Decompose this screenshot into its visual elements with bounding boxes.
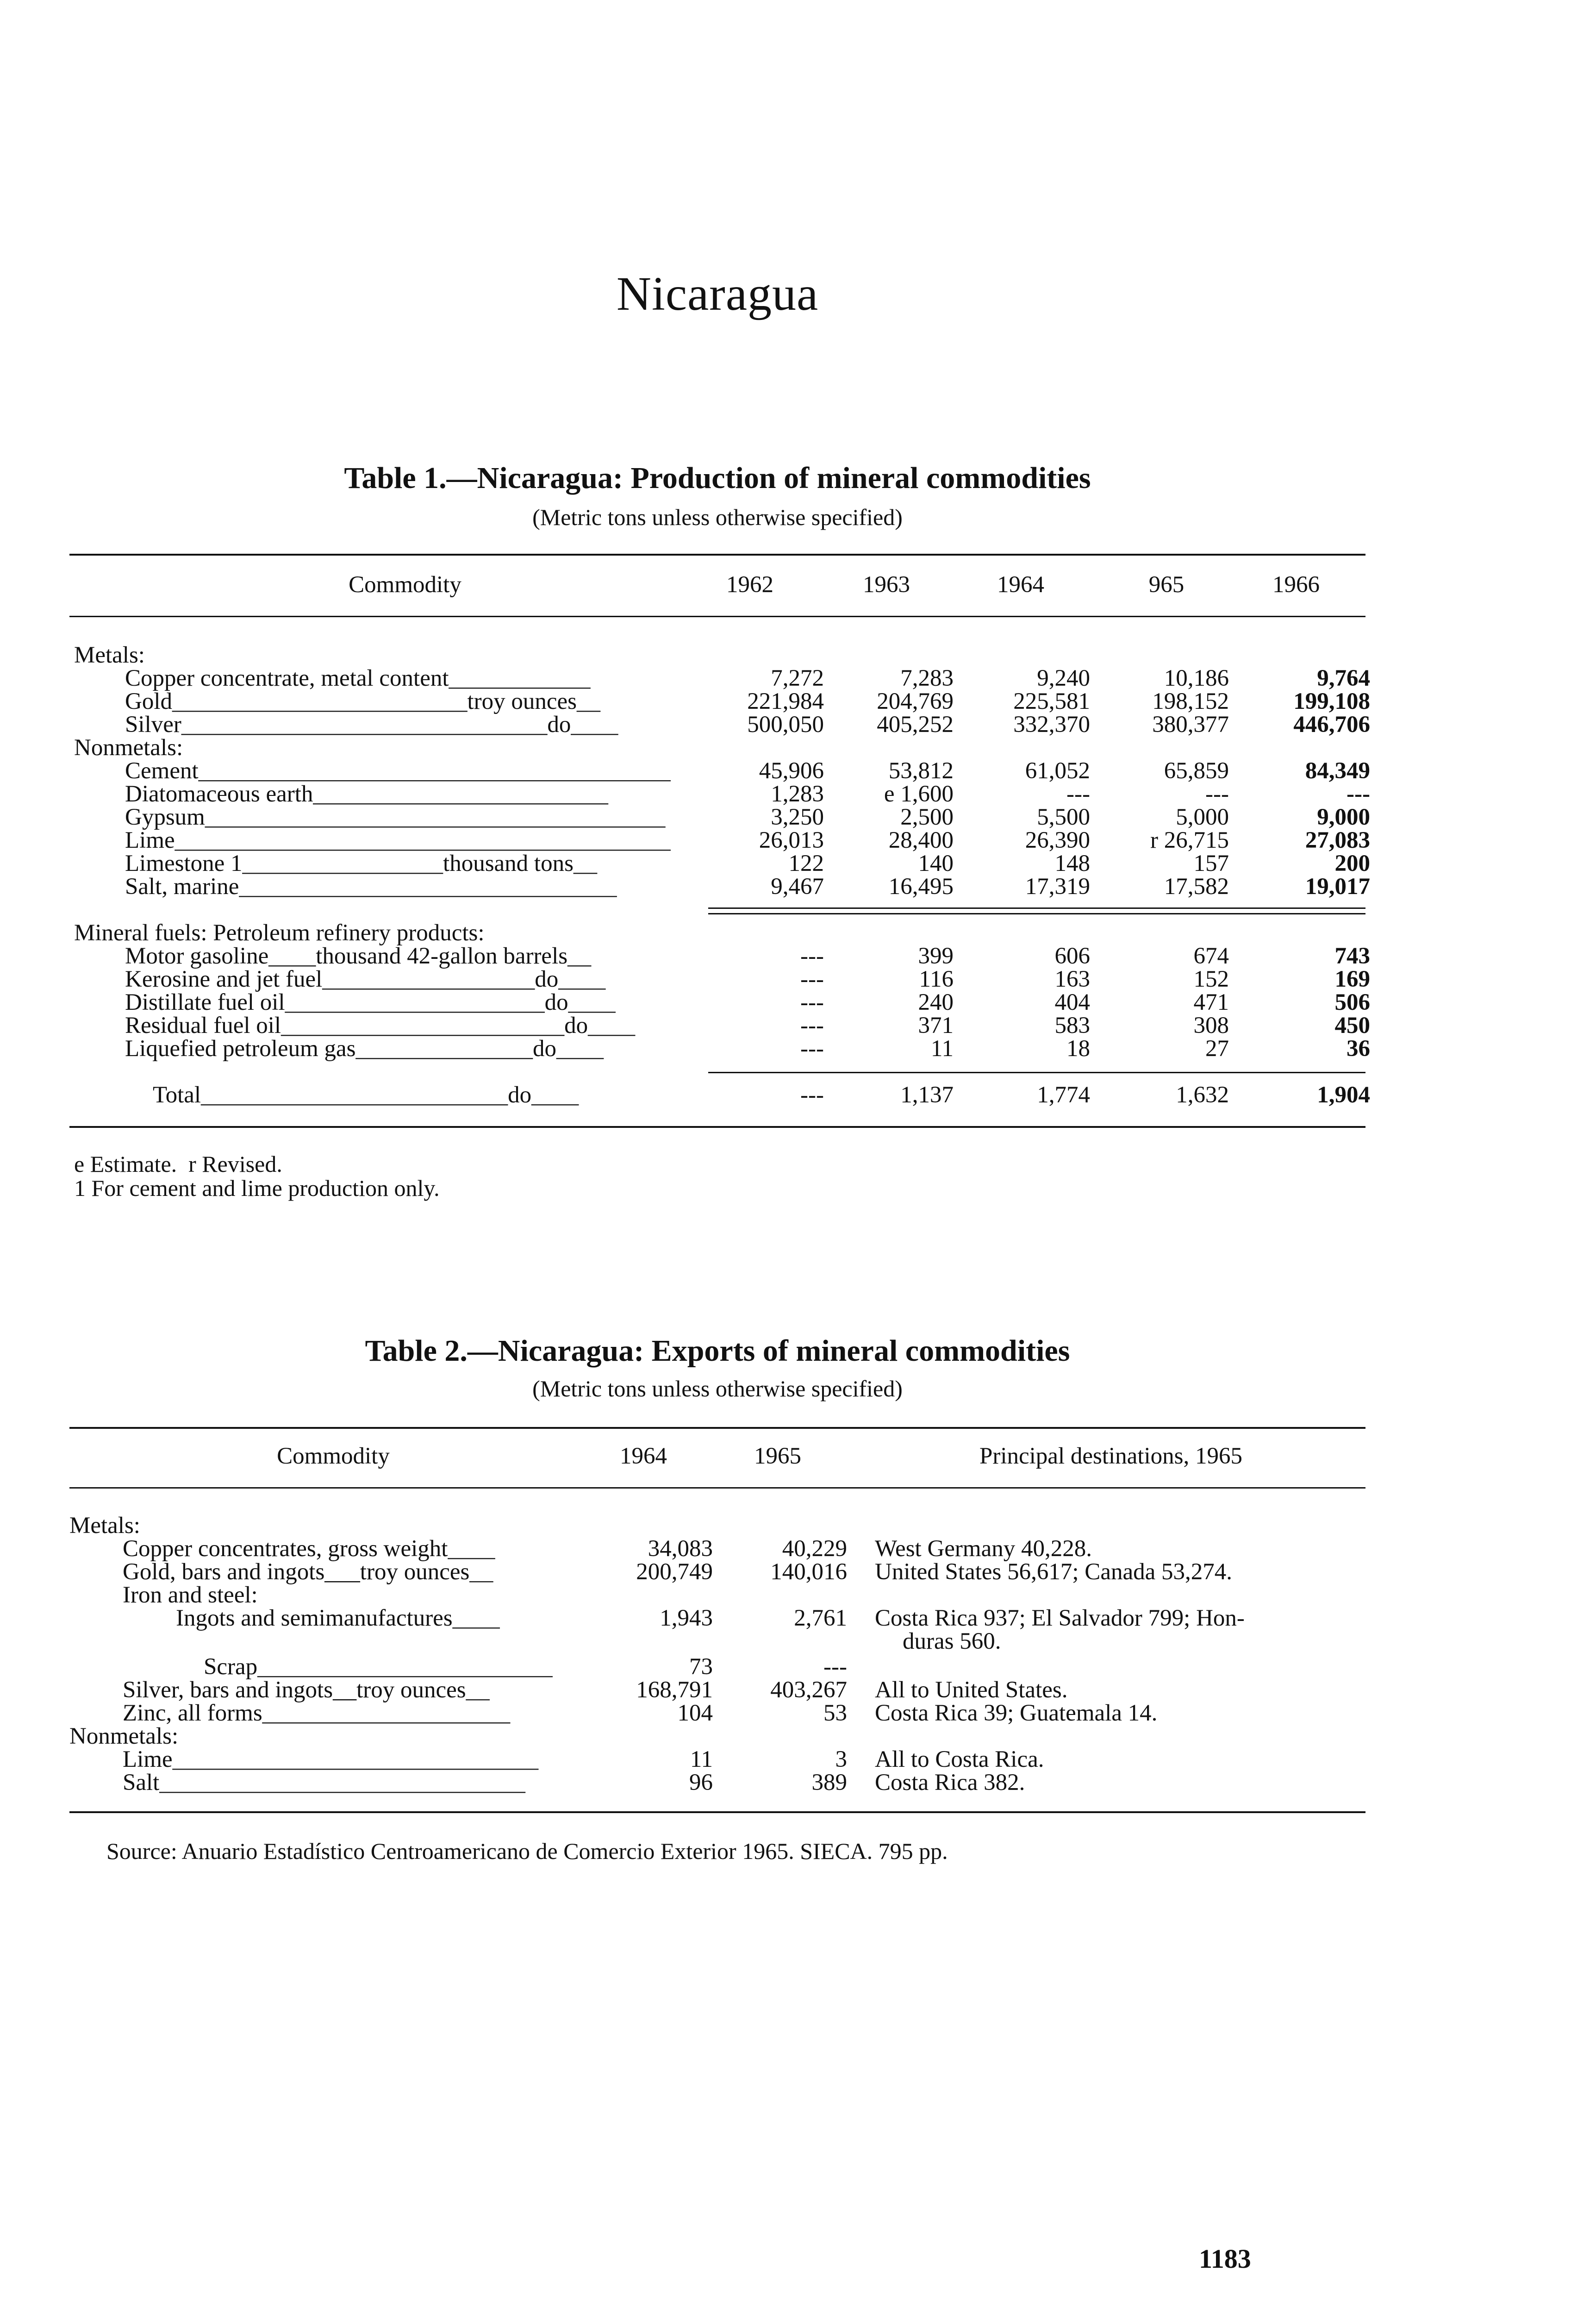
table1-cell: 169 bbox=[1334, 966, 1370, 992]
table1-cell: 500,050 bbox=[747, 712, 824, 738]
row-label: Silver_______________________________do____ bbox=[125, 712, 618, 738]
table1-cell: 506 bbox=[1334, 989, 1370, 1015]
row-label: Copper concentrates, gross weight____ bbox=[123, 1536, 495, 1562]
table1-footnote: 1 For cement and lime production only. bbox=[74, 1175, 440, 1201]
table1-cell: 332,370 bbox=[1013, 712, 1090, 738]
table1-cell: 7,272 bbox=[771, 665, 824, 691]
table1-cell: 61,052 bbox=[1025, 758, 1090, 784]
table1-cell: 11 bbox=[930, 1036, 954, 1062]
table2-caption: Table 2.—Nicaragua: Exports of mineral commodities bbox=[365, 1334, 1070, 1368]
row-label: Gold, bars and ingots___troy ounces__ bbox=[123, 1559, 493, 1585]
table1-total-cell: 1,904 bbox=[1317, 1082, 1370, 1108]
table1-cell: 471 bbox=[1193, 989, 1229, 1015]
table1-cell: 200 bbox=[1334, 851, 1370, 876]
table2-cell: --- bbox=[823, 1654, 847, 1680]
table2-destination: West Germany 40,228. bbox=[875, 1536, 1092, 1562]
table1-total-cell: 1,137 bbox=[900, 1082, 954, 1108]
table1-header-commodity: Commodity bbox=[349, 572, 461, 598]
table1-cell: 18 bbox=[1066, 1036, 1090, 1062]
section-label-nonmetals: Nonmetals: bbox=[69, 1723, 179, 1749]
table2-subcaption: (Metric tons unless otherwise specified) bbox=[532, 1376, 903, 1402]
table2-top-rule bbox=[69, 1427, 1365, 1429]
table2-cell: 34,083 bbox=[648, 1536, 713, 1562]
table1-total-cell: 1,632 bbox=[1176, 1082, 1229, 1108]
table2-cell: 200,749 bbox=[636, 1559, 713, 1585]
total-rule bbox=[708, 1072, 1365, 1073]
table1-cell: --- bbox=[800, 943, 824, 969]
table1-cell: --- bbox=[800, 1013, 824, 1039]
table1-header-1962: 1962 bbox=[726, 572, 773, 598]
table1-cell: 140 bbox=[918, 851, 954, 876]
table2-bottom-rule bbox=[69, 1811, 1365, 1813]
row-label: Zinc, all forms_____________________ bbox=[123, 1700, 511, 1726]
row-label: Lime_______________________________ bbox=[123, 1746, 539, 1772]
table2-cell: 53 bbox=[823, 1700, 847, 1726]
table1-header-rule bbox=[69, 616, 1365, 617]
table1-cell: 9,764 bbox=[1317, 665, 1370, 691]
table1-cell: e 1,600 bbox=[884, 781, 954, 807]
row-label: Salt_______________________________ bbox=[123, 1770, 525, 1796]
table1-header-1963: 1963 bbox=[863, 572, 910, 598]
table1-cell: 371 bbox=[918, 1013, 954, 1039]
table1-cell: r 26,715 bbox=[1150, 827, 1229, 853]
row-label: Limestone 1_________________thousand tons__ bbox=[125, 851, 597, 876]
section-label-nonmetals: Nonmetals: bbox=[74, 735, 183, 761]
row-label: Liquefied petroleum gas_______________do____ bbox=[125, 1036, 604, 1062]
table1-header-965: 965 bbox=[1148, 572, 1185, 598]
section-label-metals: Metals: bbox=[74, 642, 145, 668]
table2-destination: Costa Rica 39; Guatemala 14. bbox=[875, 1700, 1158, 1726]
row-label: Iron and steel: bbox=[123, 1582, 258, 1608]
table1-header-1966: 1966 bbox=[1272, 572, 1320, 598]
table1-cell: 308 bbox=[1193, 1013, 1229, 1039]
table2-cell: 73 bbox=[689, 1654, 713, 1680]
table1-cell: 9,000 bbox=[1317, 804, 1370, 830]
table1-total-cell: --- bbox=[800, 1082, 824, 1108]
table1-top-rule bbox=[69, 554, 1365, 556]
table1-cell: 163 bbox=[1054, 966, 1090, 992]
table1-cell: 157 bbox=[1193, 851, 1229, 876]
table2-header-destinations: Principal destinations, 1965 bbox=[979, 1443, 1243, 1469]
table2-cell: 140,016 bbox=[770, 1559, 847, 1585]
table1-cell: 9,467 bbox=[771, 874, 824, 900]
row-label: Diatomaceous earth_________________________ bbox=[125, 781, 608, 807]
table1-cell: 404 bbox=[1054, 989, 1090, 1015]
table1-cell: 27 bbox=[1205, 1036, 1229, 1062]
table1-cell: 7,283 bbox=[900, 665, 954, 691]
row-label: Lime__________________________________________ bbox=[125, 827, 671, 853]
table1-header-1964: 1964 bbox=[997, 572, 1044, 598]
row-label: Kerosine and jet fuel__________________do____ bbox=[125, 966, 606, 992]
table1-cell: 446,706 bbox=[1293, 712, 1370, 738]
table2-destination: All to Costa Rica. bbox=[875, 1746, 1044, 1772]
row-label: Copper concentrate, metal content____________ bbox=[125, 665, 591, 691]
table1-cell: 743 bbox=[1334, 943, 1370, 969]
page-title: Nicaragua bbox=[616, 267, 819, 320]
table2-destination: Costa Rica 937; El Salvador 799; Hon- bbox=[875, 1605, 1245, 1631]
table1-cell: 3,250 bbox=[771, 804, 824, 830]
table1-cell: 221,984 bbox=[747, 688, 824, 714]
table2-destination: Costa Rica 382. bbox=[875, 1770, 1025, 1796]
row-label: Gypsum_______________________________________ bbox=[125, 804, 666, 830]
table1-cell: 606 bbox=[1054, 943, 1090, 969]
table2-cell: 11 bbox=[690, 1746, 713, 1772]
table1-cell: 122 bbox=[788, 851, 824, 876]
row-label: Salt, marine________________________________ bbox=[125, 874, 617, 900]
total-label: Total__________________________do____ bbox=[153, 1082, 579, 1108]
table1-cell: 10,186 bbox=[1164, 665, 1229, 691]
table2-header-1964: 1964 bbox=[620, 1443, 667, 1469]
table1-cell: 204,769 bbox=[877, 688, 954, 714]
section-label-metals: Metals: bbox=[69, 1513, 140, 1539]
table1-cell: --- bbox=[1347, 781, 1370, 807]
table2-header-1965: 1965 bbox=[754, 1443, 801, 1469]
table2-cell: 168,791 bbox=[636, 1677, 713, 1703]
table1-cell: 198,152 bbox=[1152, 688, 1229, 714]
table1-footnote: e Estimate. r Revised. bbox=[74, 1151, 282, 1177]
row-label: Ingots and semimanufactures____ bbox=[176, 1605, 500, 1631]
table1-cell: 17,582 bbox=[1164, 874, 1229, 900]
table1-cell: 116 bbox=[919, 966, 954, 992]
row-label: Scrap_________________________ bbox=[204, 1654, 553, 1680]
table2-cell: 2,761 bbox=[794, 1605, 847, 1631]
table2-header-rule bbox=[69, 1487, 1365, 1489]
table1-cell: 26,390 bbox=[1025, 827, 1090, 853]
table1-cell: 380,377 bbox=[1152, 712, 1229, 738]
table1-cell: --- bbox=[800, 1036, 824, 1062]
table2-destination: All to United States. bbox=[875, 1677, 1068, 1703]
table2-source: Source: Anuario Estadístico Centroamericano de Comercio Exterior 1965. SIECA. 795 pp. bbox=[106, 1838, 948, 1864]
table1-cell: --- bbox=[1066, 781, 1090, 807]
table2-cell: 403,267 bbox=[770, 1677, 847, 1703]
table1-cell: --- bbox=[800, 989, 824, 1015]
table1-total-cell: 1,774 bbox=[1037, 1082, 1090, 1108]
table1-cell: --- bbox=[800, 966, 824, 992]
table1-cell: 26,013 bbox=[759, 827, 824, 853]
table1-cell: 36 bbox=[1347, 1036, 1370, 1062]
table2-cell: 3 bbox=[835, 1746, 847, 1772]
table1-cell: 405,252 bbox=[877, 712, 954, 738]
table1-cell: 5,500 bbox=[1037, 804, 1090, 830]
page-number: 1183 bbox=[1199, 2244, 1251, 2274]
section-label-mineral-fuels: Mineral fuels: Petroleum refinery products: bbox=[74, 920, 485, 946]
table1-cell: 45,906 bbox=[759, 758, 824, 784]
table1-cell: 5,000 bbox=[1176, 804, 1229, 830]
table1-cell: 53,812 bbox=[888, 758, 954, 784]
table2-cell: 40,229 bbox=[782, 1536, 847, 1562]
table2-cell: 96 bbox=[689, 1770, 713, 1796]
table2-cell: 1,943 bbox=[660, 1605, 713, 1631]
row-label: Gold_________________________troy ounces__ bbox=[125, 688, 601, 714]
table1-bottom-rule bbox=[69, 1126, 1365, 1128]
table1-cell: 450 bbox=[1334, 1013, 1370, 1039]
table2-cell: 104 bbox=[677, 1700, 713, 1726]
table1-cell: 17,319 bbox=[1025, 874, 1090, 900]
table1-caption: Table 1.—Nicaragua: Production of mineral commodities bbox=[344, 461, 1091, 495]
row-label: Silver, bars and ingots__troy ounces__ bbox=[123, 1677, 490, 1703]
table1-cell: 16,495 bbox=[888, 874, 954, 900]
subtotal-rule bbox=[708, 913, 1365, 914]
row-label: Motor gasoline____thousand 42-gallon barrels__ bbox=[125, 943, 592, 969]
table2-destination-cont: duras 560. bbox=[903, 1628, 1001, 1654]
table2-header-commodity: Commodity bbox=[277, 1443, 390, 1469]
table1-cell: 84,349 bbox=[1305, 758, 1370, 784]
table1-cell: --- bbox=[1205, 781, 1229, 807]
table1-cell: 65,859 bbox=[1164, 758, 1229, 784]
table1-cell: 1,283 bbox=[771, 781, 824, 807]
row-label: Cement________________________________________ bbox=[125, 758, 671, 784]
table1-cell: 240 bbox=[918, 989, 954, 1015]
table1-cell: 19,017 bbox=[1305, 874, 1370, 900]
table1-cell: 148 bbox=[1054, 851, 1090, 876]
table1-cell: 2,500 bbox=[900, 804, 954, 830]
table1-cell: 28,400 bbox=[888, 827, 954, 853]
table2-destination: United States 56,617; Canada 53,274. bbox=[875, 1559, 1232, 1585]
table2-cell: 389 bbox=[811, 1770, 847, 1796]
row-label: Residual fuel oil________________________do____ bbox=[125, 1013, 636, 1039]
table1-cell: 9,240 bbox=[1037, 665, 1090, 691]
table1-cell: 583 bbox=[1054, 1013, 1090, 1039]
row-label: Distillate fuel oil______________________do____ bbox=[125, 989, 616, 1015]
table1-cell: 199,108 bbox=[1293, 688, 1370, 714]
table1-cell: 225,581 bbox=[1013, 688, 1090, 714]
table1-cell: 674 bbox=[1193, 943, 1229, 969]
table1-cell: 27,083 bbox=[1305, 827, 1370, 853]
table1-cell: 152 bbox=[1193, 966, 1229, 992]
table1-subcaption: (Metric tons unless otherwise specified) bbox=[532, 504, 903, 530]
table1-cell: 399 bbox=[918, 943, 954, 969]
subtotal-rule bbox=[708, 907, 1365, 909]
